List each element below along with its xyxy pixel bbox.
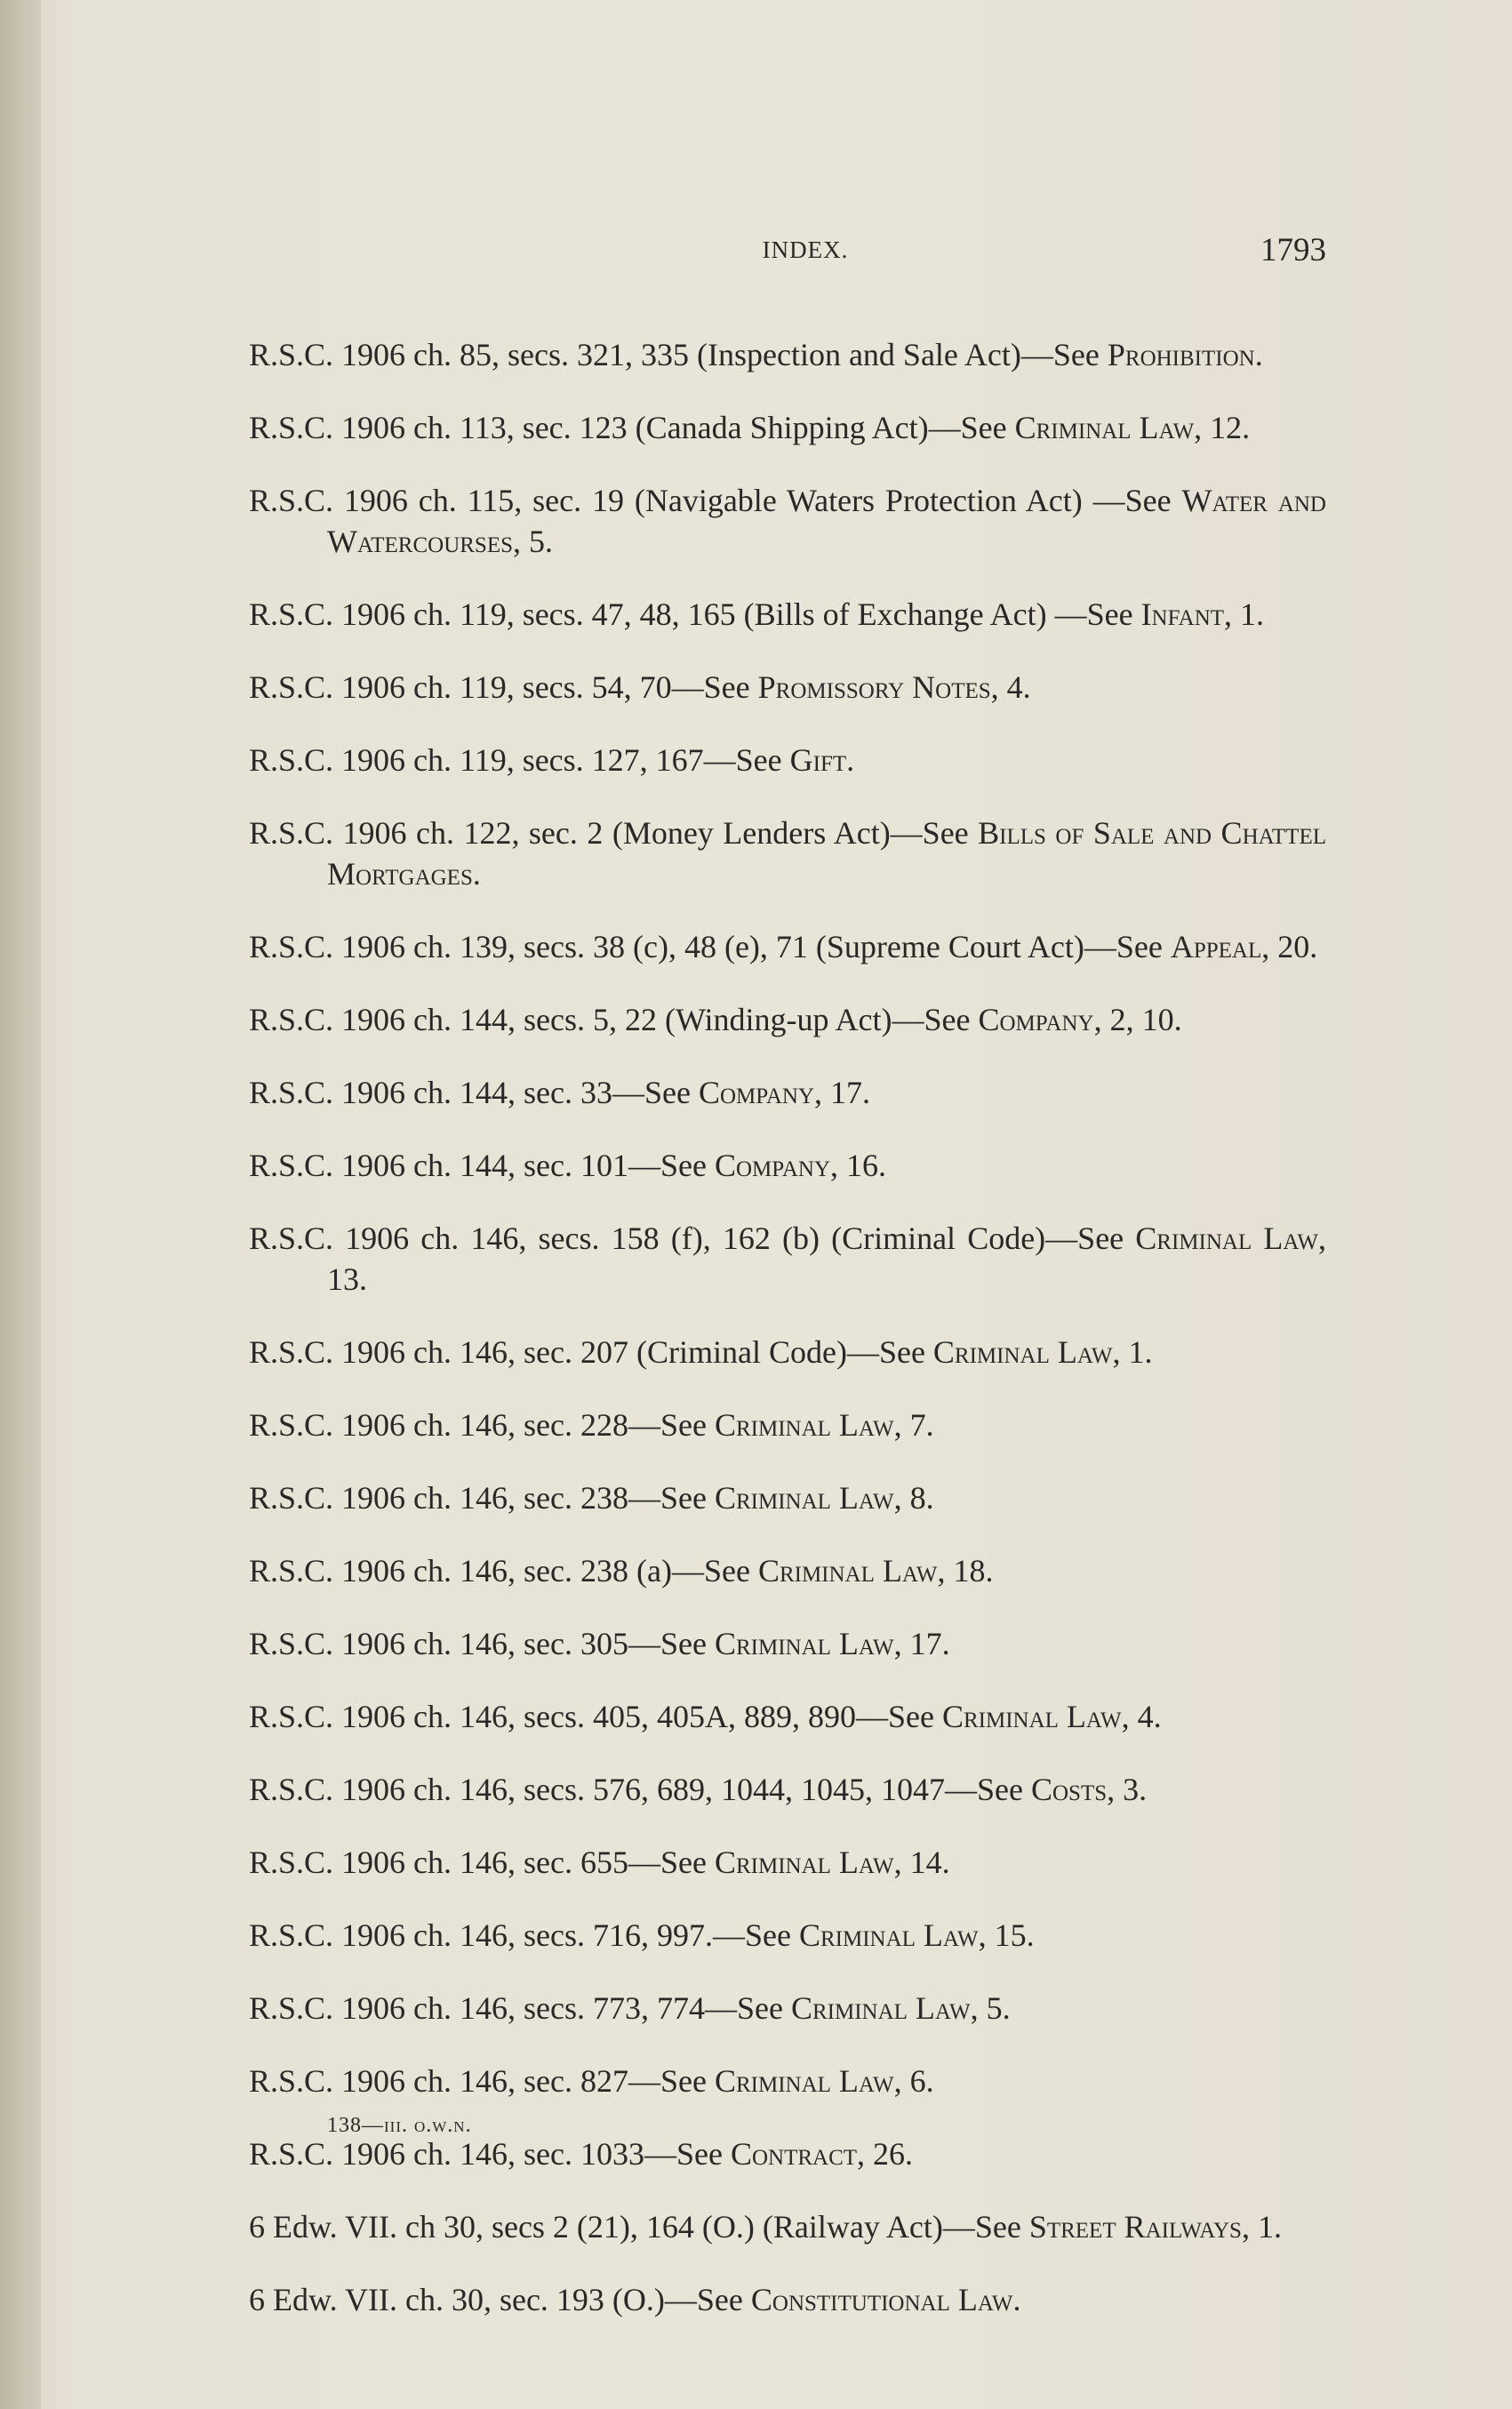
index-entry: R.S.C. 1906 ch. 144, sec. 101—See Company, 16. bbox=[249, 1148, 887, 1183]
running-head bbox=[249, 229, 1326, 274]
index-entry: R.S.C. 1906 ch. 146, sec. 238—See Criminal Law, 8. bbox=[249, 1480, 934, 1516]
signature-mark: 138—iii. o.w.n. bbox=[327, 2114, 472, 2137]
page-number: 1793 bbox=[1260, 232, 1326, 268]
page-gutter bbox=[0, 0, 41, 2409]
index-entry: R.S.C. 1906 ch. 139, secs. 38 (c), 48 (e), 71 (Supreme Court Act)—See Appeal, 20. bbox=[249, 929, 1318, 964]
index-entry: R.S.C. 1906 ch. 115, sec. 19 (Navigable Waters Protection Act) —See Water and Watercourses, 5. bbox=[249, 483, 1326, 559]
index-entry: R.S.C. 1906 ch. 119, secs. 127, 167—See Gift. bbox=[249, 742, 855, 778]
index-entry: R.S.C. 1906 ch. 146, sec. 655—See Criminal Law, 14. bbox=[249, 1845, 950, 1880]
index-entry: R.S.C. 1906 ch. 146, secs. 576, 689, 1044, 1045, 1047—See Costs, 3. bbox=[249, 1772, 1148, 1807]
index-entry: 6 Edw. VII. ch. 30, sec. 193 (O.)—See Constitutional Law. bbox=[249, 2282, 1021, 2317]
index-entry: R.S.C. 1906 ch. 146, sec. 1033—See Contract, 26. bbox=[249, 2136, 914, 2172]
index-entry: R.S.C. 1906 ch. 146, sec. 827—See Criminal Law, 6. bbox=[249, 2063, 934, 2099]
index-entry: R.S.C. 1906 ch. 146, secs. 405, 405A, 889, 890—See Criminal Law, 4. bbox=[249, 1699, 1162, 1734]
index-entry: 6 Edw. VII. ch 30, secs 2 (21), 164 (O.) (Railway Act)—See Street Railways, 1. bbox=[249, 2209, 1282, 2245]
index-entry: R.S.C. 1906 ch. 119, secs. 47, 48, 165 (Bills of Exchange Act) —See Infant, 1. bbox=[249, 596, 1265, 632]
index-entry: R.S.C. 1906 ch. 146, secs. 773, 774—See Criminal Law, 5. bbox=[249, 1990, 1011, 2026]
index-entry: R.S.C. 1906 ch. 144, sec. 33—See Company, 17. bbox=[249, 1075, 871, 1110]
index-entry: R.S.C. 1906 ch. 146, secs. 716, 997.—See Criminal Law, 15. bbox=[249, 1917, 1035, 1953]
index-entry: R.S.C. 1906 ch. 146, sec. 305—See Criminal Law, 17. bbox=[249, 1626, 950, 1661]
index-entry: R.S.C. 1906 ch. 119, secs. 54, 70—See Promissory Notes, 4. bbox=[249, 669, 1031, 705]
index-entry: R.S.C. 1906 ch. 146, secs. 158 (f), 162 (b) (Criminal Code)—See Criminal Law, 13. bbox=[249, 1221, 1326, 1297]
index-entry: R.S.C. 1906 ch. 113, sec. 123 (Canada Shipping Act)—See Criminal Law, 12. bbox=[249, 410, 1251, 445]
index-entry: R.S.C. 1906 ch. 122, sec. 2 (Money Lenders Act)—See Bills of Sale and Chattel Mortgages. bbox=[249, 815, 1326, 892]
index-entry: R.S.C. 1906 ch. 146, sec. 207 (Criminal Code)—See Criminal Law, 1. bbox=[249, 1334, 1153, 1370]
index-entry: R.S.C. 1906 ch. 146, sec. 238 (a)—See Criminal Law, 18. bbox=[249, 1553, 994, 1589]
index-entry: R.S.C. 1906 ch. 144, secs. 5, 22 (Winding-up Act)—See Company, 2, 10. bbox=[249, 1002, 1182, 1037]
index-entries bbox=[249, 302, 1326, 2329]
index-entry: R.S.C. 1906 ch. 85, secs. 321, 335 (Inspection and Sale Act)—See Prohibition. bbox=[249, 337, 1263, 372]
index-entry: R.S.C. 1906 ch. 146, sec. 228—See Criminal Law, 7. bbox=[249, 1407, 934, 1443]
running-head-title: INDEX. bbox=[762, 236, 849, 263]
